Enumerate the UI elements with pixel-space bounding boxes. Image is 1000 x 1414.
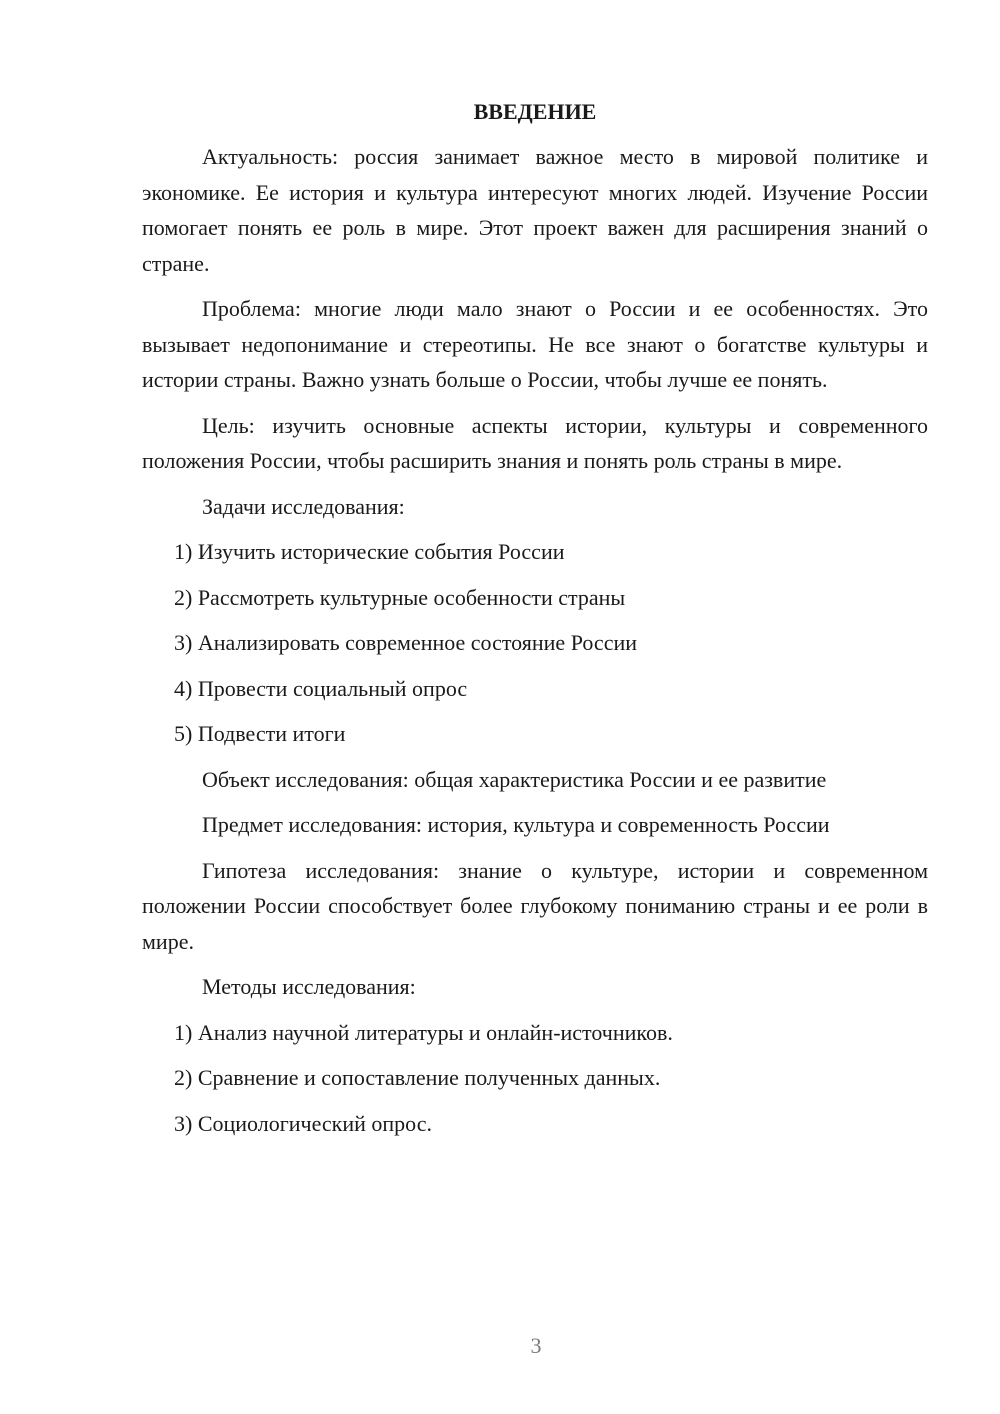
relevance-paragraph: Актуальность: россия занимает важное место в мировой политике и экономике. Ее история и культура интересуют многих людей. Изучение России помогает понять ее роль в мире. Этот проект важен для расширения знаний о стране.	[142, 144, 928, 276]
hypothesis-paragraph: Гипотеза исследования: знание о культуре, истории и современном положении России способствует более глубокому пониманию страны и ее роли в мире.	[142, 857, 928, 954]
method-item-2: 2) Сравнение и сопоставление полученных данных.	[174, 1065, 661, 1090]
task-item-3: 3) Анализировать современное состояние России	[174, 630, 638, 655]
tasks-heading: Задачи исследования:	[202, 493, 405, 519]
method-item-3: 3) Социологический опрос.	[174, 1110, 432, 1136]
methods-heading: Методы исследования:	[202, 974, 416, 999]
page-content	[142, 94, 928, 1151]
goal-paragraph: Цель: изучить основные аспекты истории, культуры и современного положения России, чтобы расширить знания и понять роль страны в мире.	[142, 412, 928, 473]
research-object: Объект исследования: общая характеристика России и ее развитие	[202, 766, 827, 792]
page-number: 3	[530, 1333, 542, 1358]
task-item-5: 5) Подвести итоги	[174, 721, 346, 746]
method-item-1: 1) Анализ научной литературы и онлайн-источников.	[174, 1019, 673, 1045]
research-subject: Предмет исследования: история, культура и современность России	[202, 812, 830, 837]
section-title: ВВЕДЕНИЕ	[473, 99, 597, 124]
task-item-4: 4) Провести социальный опрос	[174, 675, 468, 701]
task-item-1: 1) Изучить исторические события России	[174, 539, 565, 564]
problem-paragraph: Проблема: многие люди мало знают о России и ее особенностях. Это вызывает недопонимание и стереотипы. Не все знают о богатстве культуры и истории страны. Важно узнать больше о России, чтобы лучше ее понять.	[142, 296, 928, 392]
task-item-2: 2) Рассмотреть культурные особенности страны	[174, 584, 626, 610]
